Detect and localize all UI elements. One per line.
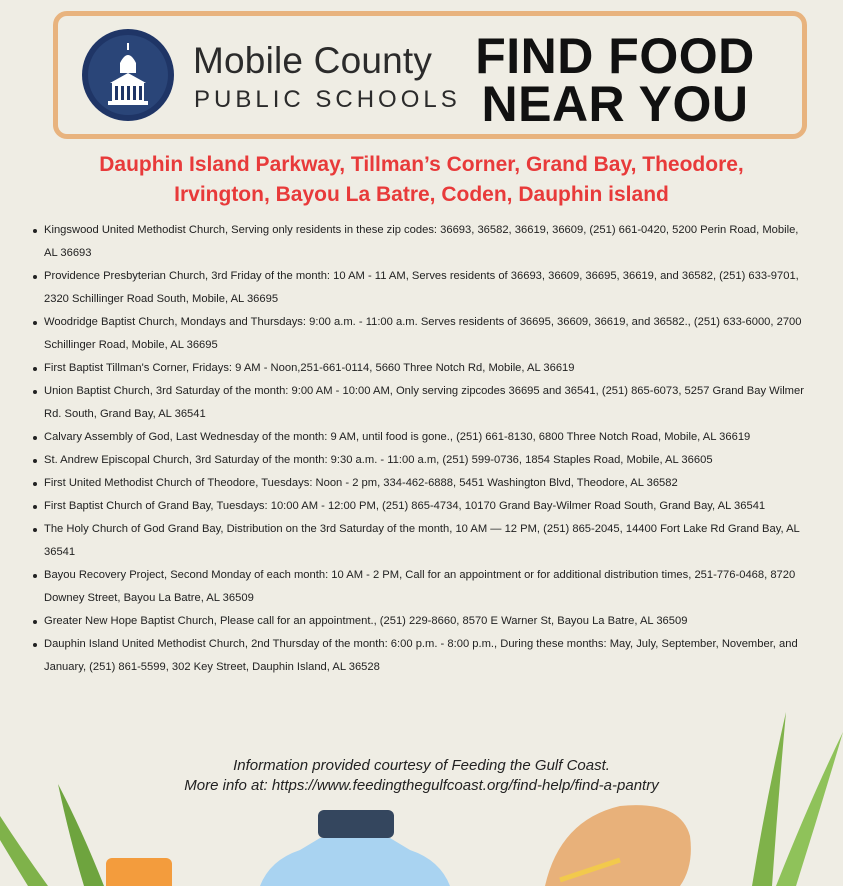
service-areas-line1: Dauphin Island Parkway, Tillman’s Corner, Grand Bay, Theodore,	[99, 153, 744, 176]
list-item: Calvary Assembly of God, Last Wednesday of the month: 9 AM, until food is gone., (251) 661-8130, 6800 Three Notch Road, Mobile, AL 36619	[44, 426, 814, 449]
list-item: Kingswood United Methodist Church, Serving only residents in these zip codes: 36693, 36582, 36619, 36609, (251) 661-0420, 5200 Perin Road, Mobile, AL 36693	[44, 219, 814, 265]
bread-icon	[545, 805, 691, 886]
list-item: St. Andrew Episcopal Church, 3rd Saturday of the month: 9:30 a.m. - 11:00 a.m, (251) 599-0736, 1854 Staples Road, Mobile, AL 36605	[44, 449, 814, 472]
list-item: Providence Presbyterian Church, 3rd Friday of the month: 10 AM - 11 AM, Serves residents of 36693, 36609, 36695, 36619, and 36582, (251) 633-9701, 2320 Schillinger Road South, Mobile, AL 36695	[44, 265, 814, 311]
list-item: Dauphin Island United Methodist Church, 2nd Thursday of the month: 6:00 p.m. - 8:00 p.m., During these months: May, July, September, November, and January, (251) 861-5599, 302 Key Street, Dauphin Island, AL 36528	[44, 633, 814, 679]
list-item: Woodridge Baptist Church, Mondays and Thursdays: 9:00 a.m. - 11:00 a.m. Serves residents of 36695, 36609, 36619, and 36582., (251) 633-6000, 2700 Schillinger Road, Mobile, AL 36695	[44, 311, 814, 357]
brand-name: Mobile County	[193, 40, 433, 81]
list-item: Union Baptist Church, 3rd Saturday of the month: 9:00 AM - 10:00 AM, Only serving zipcodes 36695 and 36541, (251) 865-6073, 5257 Grand Bay Wilmer Rd. South, Grand Bay, AL 36541	[44, 380, 814, 426]
list-item: Bayou Recovery Project, Second Monday of each month: 10 AM - 2 PM, Call for an appointment or for additional distribution times, 251-776-0468, 8720 Downey Street, Bayou La Batre, AL 36509	[44, 564, 814, 610]
brand-subtitle: PUBLIC SCHOOLS	[194, 86, 461, 113]
water-jug-icon	[260, 810, 450, 886]
headline-line2: NEAR YOU	[481, 76, 749, 132]
service-areas-line2: Irvington, Bayou La Batre, Coden, Dauphin island	[174, 183, 669, 206]
more-info-line: More info at: https://www.feedingthegulfcoast.org/find-help/find-a-pantry	[184, 777, 659, 794]
list-item: First Baptist Tillman's Corner, Fridays: 9 AM - Noon,251-661-0114, 5660 Three Notch Rd, Mobile, AL 36619	[44, 357, 814, 380]
list-item: Greater New Hope Baptist Church, Please call for an appointment., (251) 229-8660, 8570 E Warner St, Bayou La Batre, AL 36509	[44, 610, 814, 633]
credit-line: Information provided courtesy of Feeding the Gulf Coast.	[233, 757, 610, 774]
list-item: The Holy Church of God Grand Bay, Distribution on the 3rd Saturday of the month, 10 AM — 12 PM, (251) 865-2045, 14400 Fort Lake Rd Grand Bay, AL 36541	[44, 518, 814, 564]
headline-line1: FIND FOOD	[475, 28, 755, 84]
list-item: First Baptist Church of Grand Bay, Tuesdays: 10:00 AM - 12:00 PM, (251) 865-4734, 10170 Grand Bay-Wilmer Road South, Grand Bay, AL 36541	[44, 495, 814, 518]
list-item: First United Methodist Church of Theodore, Tuesdays: Noon - 2 pm, 334-462-6888, 5451 Washington Blvd, Theodore, AL 36582	[44, 472, 814, 495]
orange-box-icon	[106, 858, 172, 886]
